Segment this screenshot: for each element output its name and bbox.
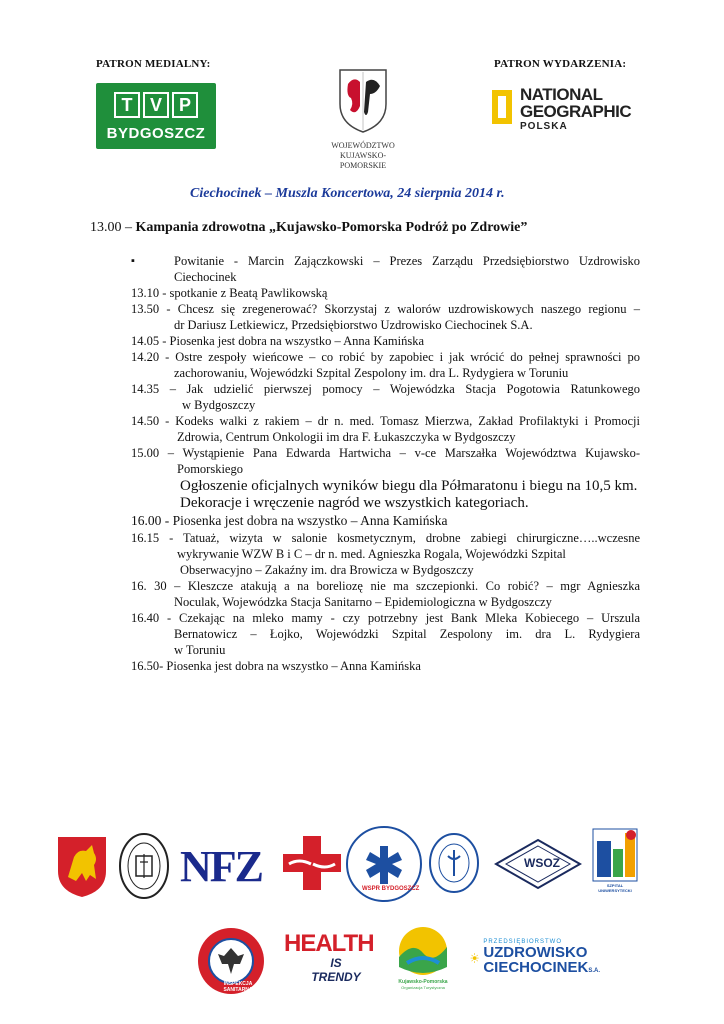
collegium-medicum-logo [118, 832, 170, 900]
wspr-text: WSPR BYDGOSZCZ [362, 886, 420, 892]
sun-rays-icon [470, 936, 479, 982]
landscape-colorful-icon [393, 923, 453, 979]
nfz-logo [174, 842, 268, 890]
national-geographic-logo [492, 86, 631, 132]
campaign-heading [90, 220, 527, 236]
collegium-medicum-seal-icon [118, 832, 170, 900]
program-line: Bernatowicz – Łojko, Wojewódzki Szpital Zespolony im. dra L. Rydygiera [174, 627, 640, 641]
wsoz-text: WSOZ [524, 856, 560, 870]
program-line: Pomorskiego [177, 462, 243, 476]
uz-small-text: PRZEDSIĘBIORSTWO [483, 939, 562, 945]
uz-text-2-name: CIECHOCINEK [483, 959, 589, 976]
region-caption-2: KUJAWSKO-POMORSKIE [339, 151, 387, 170]
region-caption-1: WOJEWÓDZTWO [331, 141, 395, 150]
program-line: zachorowaniu, Wojewódzki Szpital Zespolony im. dra L. Rydygiera w Toruniu [174, 366, 569, 380]
ambulance-star-of-life-icon [344, 824, 424, 904]
program-line: 16.15 - Tatuaż, wizyta w salonie kosmetycznym, drobne zabiegi chirurgiczne…..wczesne [131, 531, 640, 545]
szpital-uniwersytecki-logo [590, 826, 640, 894]
program-line: Powitanie - Marcin Zajączkowski – Prezes Zarządu Przedsiębiorstwo Uzdrowisko [174, 254, 640, 268]
uz-text-2 [483, 960, 600, 979]
kp-text-1: Kujawsko-Pomorska [398, 978, 448, 985]
is-trendy-text: IS TRENDY [311, 956, 361, 984]
wspr-bydgoszcz-logo [344, 824, 424, 904]
nfz-text: NFZ [180, 841, 262, 891]
kp-text-2: Organizacja Turystyczna [401, 984, 445, 990]
red-cross-logo [280, 834, 344, 892]
program-line: w Bydgoszczy [182, 398, 256, 412]
bullet-icon: ▪ [131, 255, 135, 267]
program-line: 16. 30 – Kleszcze atakują a na boreliozę nie ma szczepionki. Co robić? – mgr Agnieszka [131, 579, 640, 593]
program-line: Zdrowia, Centrum Onkologii im dra F. Łukaszczyka w Bydgoszczy [177, 430, 516, 444]
tvp-letter-v: V [143, 92, 169, 118]
patron-media-label: PATRON MEDIALNY: [96, 58, 211, 70]
tvp-bydgoszcz-logo [96, 83, 216, 149]
ng-yellow-frame-icon [492, 90, 512, 124]
program-line: 16.00 - Piosenka jest dobra na wszystko – Anna Kamińska [131, 513, 448, 528]
program-line: 14.50 - Kodeks walki z rakiem – dr n. med. Tomasz Mierzwa, Zakład Profilaktyki i Promocji [131, 414, 640, 428]
ng-line2: GEOGRAPHIC [520, 102, 632, 121]
health-text: HEALTH [284, 930, 374, 957]
program-line: 13.10 - spotkanie z Beatą Pawlikowską [131, 286, 328, 300]
program-line: Obserwacyjno – Zakaźny im. dra Browicza w Bydgoszczy [180, 563, 474, 577]
inspekcja-sanitarna-logo [196, 926, 266, 996]
program-line: Ogłoszenie oficjalnych wyników biegu dla Półmaratonu i biegu na 10,5 km. [180, 478, 638, 494]
program-line: Noculak, Wojewódzka Stacja Sanitarno – Epidemiologiczna w Bydgoszczy [174, 595, 552, 609]
red-cross-hands-icon [281, 834, 343, 892]
uz-text-1: UZDROWISKO [483, 944, 588, 961]
kujawsko-pomorska-ot-logo [388, 916, 458, 996]
tvp-letters [96, 83, 216, 118]
ng-line3: POLSKA [520, 121, 568, 132]
program-line: 16.50- Piosenka jest dobra na wszystko – Anna Kamińska [131, 659, 421, 673]
event-title: Ciechocinek – Muszla Koncertowa, 24 sierpnia 2014 r. [190, 186, 505, 201]
hospital-seal-logo [428, 832, 480, 894]
uz-sa-text: S.A. [588, 968, 600, 974]
griffin-crest-icon [318, 66, 408, 136]
health-is-trendy-logo [284, 930, 374, 984]
program-line: dr Dariusz Letkiewicz, Przedsiębiorstwo Uzdrowisko Ciechocinek S.A. [174, 318, 533, 332]
region-crest [318, 66, 408, 171]
tvp-letter-t: T [114, 92, 140, 118]
patron-event-label: PATRON WYDARZENIA: [494, 58, 627, 70]
program-line: 14.05 - Piosenka jest dobra na wszystko – Anna Kamińska [131, 334, 425, 348]
pis-text: INSPEKCJA SANITARNA [223, 981, 253, 993]
szpital-text: SZPITAL UNIWERSYTECKI [598, 883, 632, 893]
program-line: Dekoracje i wręczenie nagród we wszystkich kategoriach. [180, 495, 529, 511]
program-line: w Toruniu [174, 643, 226, 657]
tvp-city: BYDGOSZCZ [106, 125, 206, 142]
uzdrowisko-ciechocinek-logo [470, 934, 600, 984]
campaign-name: Kampania zdrowotna „Kujawsko-Pomorska Podróż po Zdrowie” [135, 220, 528, 235]
tvp-letter-p: P [172, 92, 198, 118]
campaign-time: 13.00 – [90, 220, 136, 235]
building-colorful-icon [591, 827, 639, 883]
hospital-oval-seal-icon [428, 832, 480, 894]
program-line: 15.00 – Wystąpienie Pana Edwarda Hartwicha – v-ce Marszałka Województwa Kujawsko- [131, 446, 640, 460]
wsoz-logo [494, 838, 582, 890]
yellow-animal-shield-icon [56, 835, 108, 899]
program-line: 14.20 - Ostre zespoły wieńcowe – co robić by zapobiec i jak wrócić do pełnej sprawności po [131, 350, 640, 364]
program-line: 14.35 – Jak udzielić pierwszej pomocy – Wojewódzka Stacja Pogotowia Ratunkowego [131, 382, 640, 396]
program-line: Ciechocinek [174, 270, 237, 284]
program-line: 16.40 - Czekając na mleko mamy - czy potrzebny jest Bank Mleka Kobiecego – Urszula [131, 611, 640, 625]
program-line: wykrywanie WZW B i C – dr n. med. Agnieszka Rogala, Wojewódzki Szpital [177, 547, 566, 561]
bydgoszcz-crest-logo [54, 834, 110, 900]
ng-line1: NATIONAL [520, 85, 603, 104]
program-line: 13.50 - Chcesz się zregenerować? Skorzystaj z walorów uzdrowiskowych naszego regionu – [131, 302, 640, 316]
